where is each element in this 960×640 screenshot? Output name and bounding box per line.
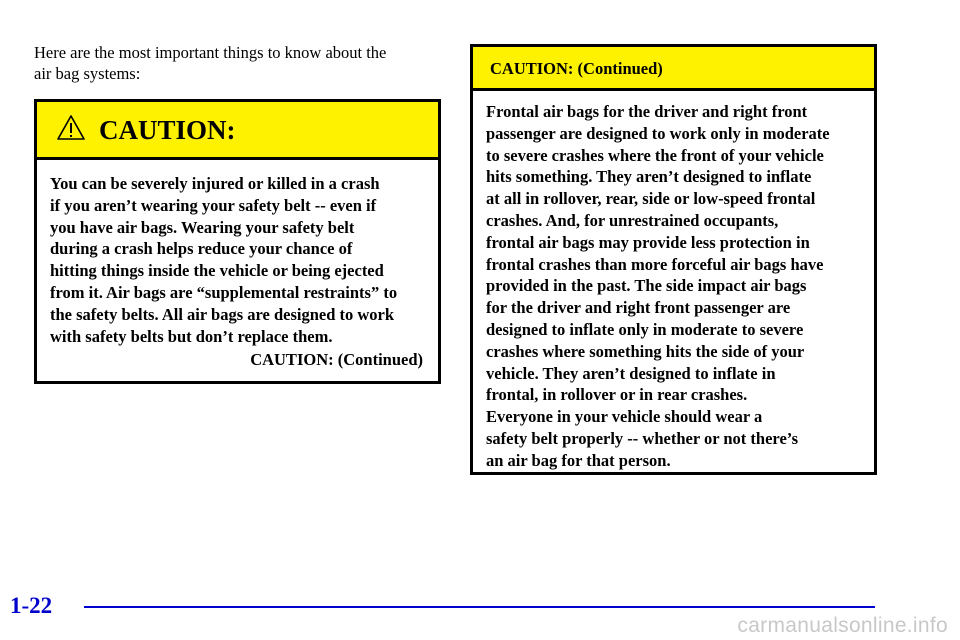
intro-line: air bag systems: [34, 64, 141, 83]
caution-line: hitting things inside the vehicle or being ejected [50, 261, 384, 281]
caution-title: CAUTION: (Continued) [490, 59, 663, 78]
caution-header [37, 102, 438, 160]
site-watermark[interactable]: carmanualsonline.info [737, 614, 948, 637]
caution-box-left [34, 99, 441, 384]
caution-continued-label: CAUTION: (Continued) [250, 350, 423, 370]
caution-line: frontal, in rollover or in rear crashes. [486, 385, 748, 405]
caution-line: safety belt properly -- whether or not there’s [486, 428, 799, 448]
intro-line: Here are the most important things to know about the [34, 43, 387, 62]
caution-line: during a crash helps reduce your chance of [50, 239, 353, 259]
caution-line: from it. Air bags are “supplemental restraints” to [50, 282, 398, 302]
caution-line: crashes. And, for unrestrained occupants, [486, 210, 779, 230]
caution-body [473, 91, 874, 472]
caution-line: the safety belts. All air bags are designed to work [50, 304, 395, 324]
caution-title: CAUTION: [99, 115, 236, 145]
caution-line: hits something. They aren’t designed to inflate [486, 167, 812, 187]
footer-rule [84, 606, 875, 608]
caution-header [473, 47, 874, 91]
caution-line: designed to inflate only in moderate to severe [486, 319, 804, 339]
caution-line: vehicle. They aren’t designed to inflate in [486, 363, 776, 383]
caution-line: an air bag for that person. [486, 450, 671, 470]
caution-body [37, 160, 438, 371]
intro-paragraph [34, 42, 434, 84]
caution-line: You can be severely injured or killed in a crash [50, 174, 380, 193]
caution-line: provided in the past. The side impact air bags [486, 276, 807, 296]
caution-line: to severe crashes where the front of your vehicle [486, 145, 824, 165]
caution-line: at all in rollover, rear, side or low-speed frontal [486, 189, 816, 209]
page-number: 1-22 [10, 593, 53, 618]
caution-line: Everyone in your vehicle should wear a [486, 407, 763, 427]
caution-line: you have air bags. Wearing your safety belt [50, 217, 355, 237]
caution-box-right [470, 44, 877, 475]
caution-line: with safety belts but don’t replace them. [50, 326, 333, 346]
caution-line: Frontal air bags for the driver and right front [486, 102, 808, 121]
caution-line: if you aren’t wearing your safety belt -- even if [50, 195, 377, 215]
caution-line: crashes where something hits the side of your [486, 341, 805, 361]
caution-line: for the driver and right front passenger are [486, 298, 791, 318]
warning-triangle-icon [56, 114, 86, 141]
caution-line: passenger are designed to work only in moderate [486, 123, 830, 143]
caution-line: frontal crashes than more forceful air bags have [486, 254, 824, 274]
caution-line: frontal air bags may provide less protection in [486, 232, 810, 252]
